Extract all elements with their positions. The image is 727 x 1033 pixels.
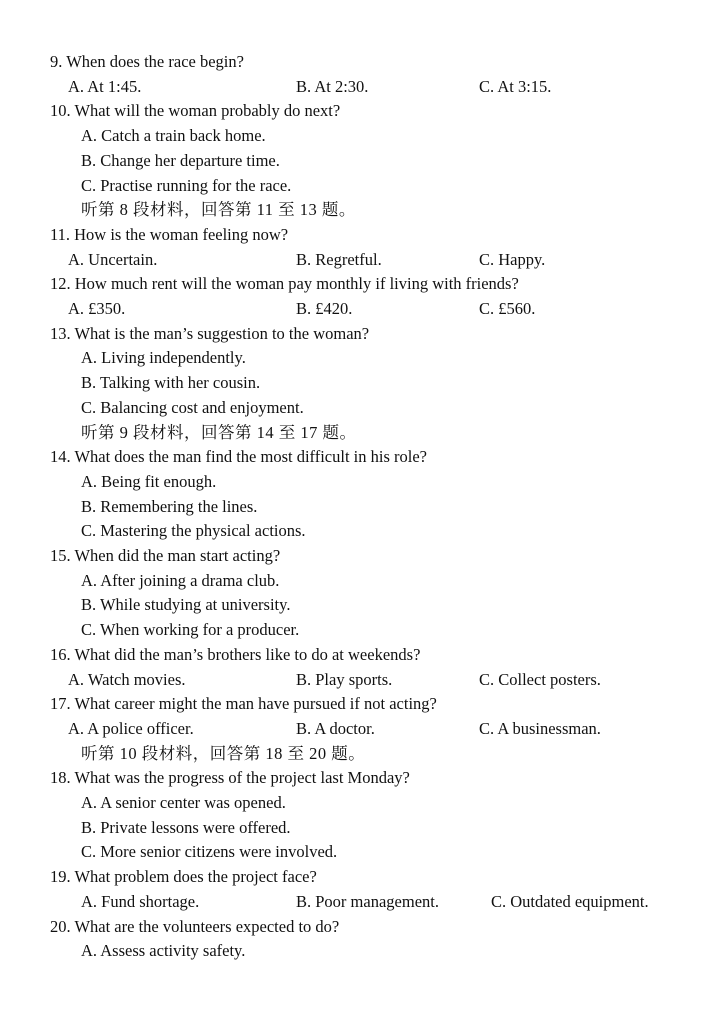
question-text: 14. What does the man find the most difficult in his role? bbox=[50, 447, 427, 466]
answer-option: A. Catch a train back home. bbox=[81, 126, 266, 145]
section-instruction: 听第 9 段材料，回答第 14 至 17 题。 bbox=[81, 423, 357, 442]
answer-option: C. More senior citizens were involved. bbox=[81, 842, 338, 861]
question-text: 15. When did the man start acting? bbox=[50, 546, 281, 565]
question-text: 13. What is the man’s suggestion to the woman? bbox=[50, 324, 370, 343]
answer-option: A. After joining a drama club. bbox=[81, 571, 280, 590]
option-c: C. £560. bbox=[479, 299, 536, 318]
option-b: B. A doctor. bbox=[296, 719, 375, 738]
option-a: A. A police officer. bbox=[68, 719, 194, 738]
option-c: C. At 3:15. bbox=[479, 77, 552, 96]
answer-option: C. When working for a producer. bbox=[81, 620, 300, 639]
option-b: B. £420. bbox=[296, 299, 353, 318]
answer-option: C. Practise running for the race. bbox=[81, 176, 292, 195]
answer-option: B. Change her departure time. bbox=[81, 151, 280, 170]
option-a: A. Fund shortage. bbox=[81, 892, 200, 911]
section-instruction: 听第 10 段材料，回答第 18 至 20 题。 bbox=[81, 744, 366, 763]
option-a: A. At 1:45. bbox=[68, 77, 142, 96]
answer-option: A. A senior center was opened. bbox=[81, 793, 286, 812]
option-c: C. Outdated equipment. bbox=[491, 892, 649, 911]
option-a: A. Uncertain. bbox=[68, 250, 158, 269]
answer-option: C. Mastering the physical actions. bbox=[81, 521, 306, 540]
question-text: 20. What are the volunteers expected to do? bbox=[50, 917, 340, 936]
answer-option: B. Remembering the lines. bbox=[81, 497, 258, 516]
answer-option: C. Balancing cost and enjoyment. bbox=[81, 398, 304, 417]
option-b: B. Regretful. bbox=[296, 250, 382, 269]
answer-option: B. While studying at university. bbox=[81, 595, 291, 614]
question-text: 19. What problem does the project face? bbox=[50, 867, 317, 886]
question-text: 17. What career might the man have pursued if not acting? bbox=[50, 694, 437, 713]
option-b: B. At 2:30. bbox=[296, 77, 369, 96]
section-instruction: 听第 8 段材料，回答第 11 至 13 题。 bbox=[81, 200, 356, 219]
answer-option: A. Living independently. bbox=[81, 348, 246, 367]
answer-option: A. Assess activity safety. bbox=[81, 941, 246, 960]
question-text: 10. What will the woman probably do next? bbox=[50, 101, 341, 120]
option-b: B. Play sports. bbox=[296, 670, 393, 689]
option-a: A. Watch movies. bbox=[68, 670, 186, 689]
question-text: 12. How much rent will the woman pay monthly if living with friends? bbox=[50, 274, 519, 293]
option-b: B. Poor management. bbox=[296, 892, 439, 911]
option-c: C. Happy. bbox=[479, 250, 546, 269]
option-c: C. Collect posters. bbox=[479, 670, 601, 689]
answer-option: B. Private lessons were offered. bbox=[81, 818, 291, 837]
question-text: 16. What did the man’s brothers like to do at weekends? bbox=[50, 645, 421, 664]
question-text: 18. What was the progress of the project last Monday? bbox=[50, 768, 410, 787]
option-c: C. A businessman. bbox=[479, 719, 601, 738]
answer-option: A. Being fit enough. bbox=[81, 472, 217, 491]
answer-option: B. Talking with her cousin. bbox=[81, 373, 261, 392]
question-text: 11. How is the woman feeling now? bbox=[50, 225, 289, 244]
question-text: 9. When does the race begin? bbox=[50, 52, 244, 71]
option-a: A. £350. bbox=[68, 299, 126, 318]
